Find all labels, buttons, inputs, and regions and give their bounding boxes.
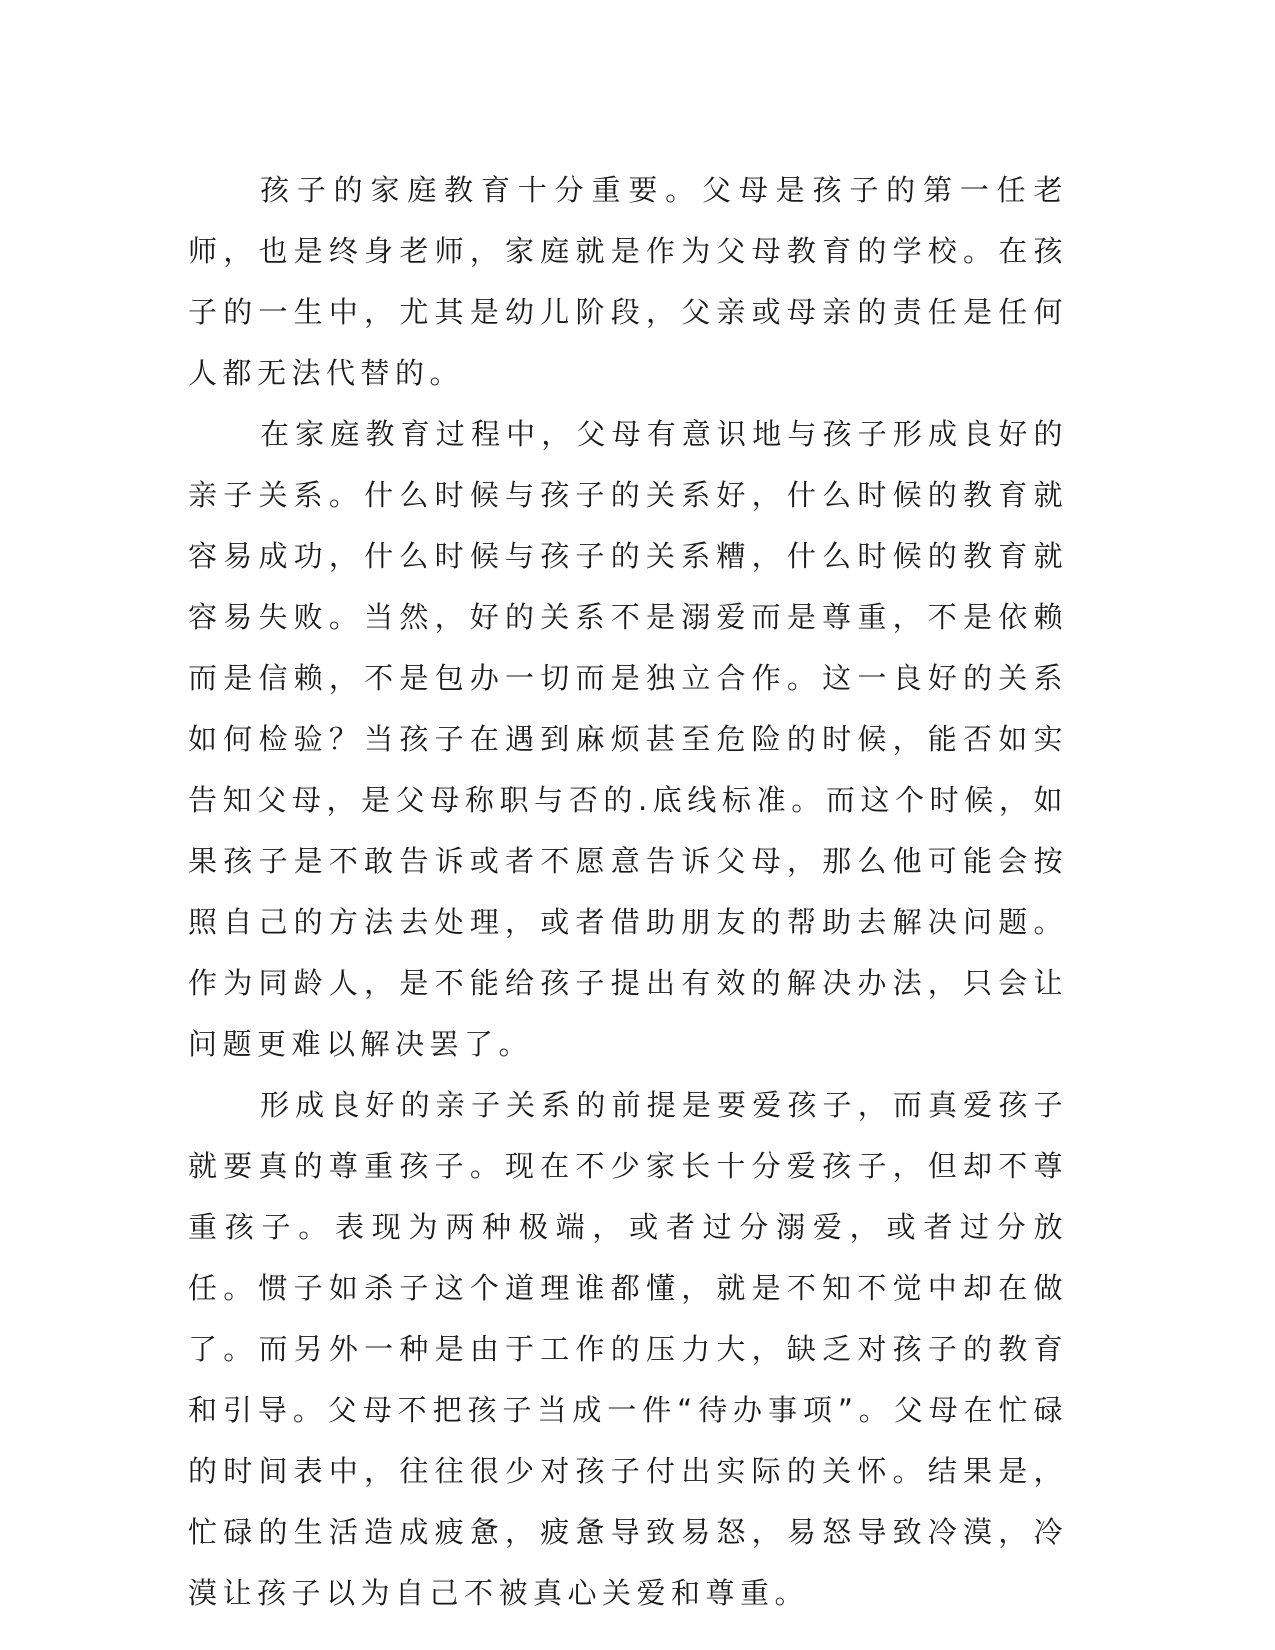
paragraph-3: 形成良好的亲子关系的前提是要爱孩子，而真爱孩子就要真的尊重孩子。现在不少家长十分爱孩子，但却不尊重孩子。表现为两种极端，或者过分溺爱，或者过分放任。惯子如杀子这个道理谁都懂，就是不知不觉中却在做了。而另外一种是由于工作的压力大，缺乏对孩子的教育和引导。父母不把孩子当成一件“待办事项”。父母在忙碌的时间表中，往往很少对孩子付出实际的关怀。结果是，忙碌的生活造成疲惫，疲惫导致易怒，易怒导致冷漠，冷漠让孩子以为自己不被真心关爱和尊重。 <box>188 1088 1068 1610</box>
paragraph-2: 在家庭教育过程中，父母有意识地与孩子形成良好的亲子关系。什么时候与孩子的关系好，什么时候的教育就容易成功，什么时候与孩子的关系糟，什么时候的教育就容易失败。当然，好的关系不是溺爱而是尊重，不是依赖而是信赖，不是包办一切而是独立合作。这一良好的关系如何检验？当孩子在遇到麻烦甚至危险的时候，能否如实告知父母，是父母称职与否的.底线标准。而这个时候，如果孩子是不敢告诉或者不愿意告诉父母，那么他可能会按照自己的方法去处理，或者借助朋友的帮助去解决问题。作为同龄人，是不能给孩子提出有效的解决办法，只会让问题更难以解决罢了。 <box>188 417 1068 1061</box>
document-body <box>188 160 1068 1624</box>
paragraph-1: 孩子的家庭教育十分重要。父母是孩子的第一任老师，也是终身老师，家庭就是作为父母教育的学校。在孩子的一生中，尤其是幼儿阶段，父亲或母亲的责任是任何人都无法代替的。 <box>188 173 1068 390</box>
